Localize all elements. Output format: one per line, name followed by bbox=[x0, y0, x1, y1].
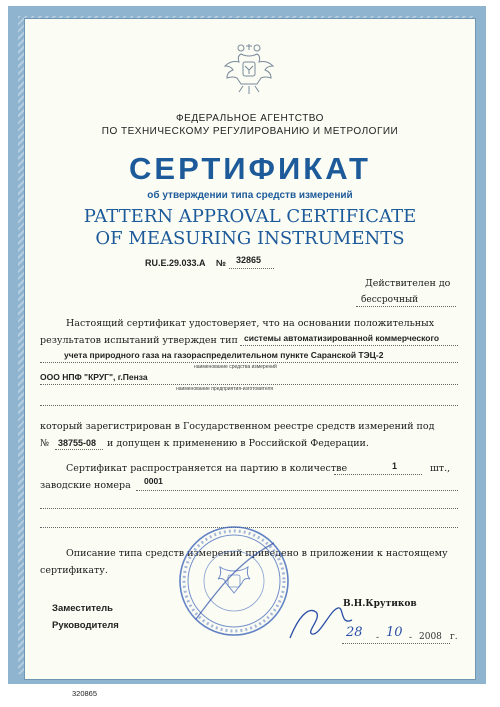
official-seal-icon bbox=[176, 523, 292, 639]
manufacturer-caption: наименование предприятия-изготовителя bbox=[176, 386, 274, 392]
intro-line-2: результатов испытаний утвержден тип bbox=[40, 335, 238, 346]
title-en-line-1: PATTERN APPROVAL CERTIFICATE bbox=[83, 206, 417, 227]
signatory-name: В.Н.Крутиков bbox=[343, 599, 417, 609]
batch-qty-underline bbox=[334, 474, 422, 475]
date-year: 2008 bbox=[419, 632, 442, 642]
validity-label: Действителен до bbox=[365, 278, 451, 289]
form-number: 320865 bbox=[72, 689, 98, 698]
agency-line-1: ФЕДЕРАЛЬНОЕ АГЕНТСТВО bbox=[176, 113, 324, 124]
blank-line-2 bbox=[40, 508, 458, 509]
validity-value: бессрочный bbox=[361, 295, 419, 305]
description-line-1: Описание типа средств измерений приведено в приложении к настоящему bbox=[66, 548, 448, 559]
date-month: 10 bbox=[386, 625, 403, 640]
certificate-title-english bbox=[24, 206, 476, 250]
serial-underline bbox=[136, 490, 458, 491]
serial-label: заводские номера bbox=[40, 480, 131, 491]
coat-of-arms-icon bbox=[223, 40, 275, 100]
blank-line-1 bbox=[40, 405, 458, 406]
manufacturer-name: ООО НПФ "КРУГ", г.Пенза bbox=[40, 372, 148, 382]
registry-number-sign: № bbox=[40, 438, 49, 449]
signatory-title-line-1: Заместитель bbox=[52, 603, 114, 614]
signatory-title-line-2: Руководителя bbox=[52, 620, 119, 631]
agency-name bbox=[24, 113, 476, 137]
batch-unit: шт., bbox=[430, 463, 451, 474]
certificate-paper: ФЕДЕРАЛЬНОЕ АГЕНТСТВО ПО ТЕХНИЧЕСКОМУ РЕГУЛИРОВАНИЮ И МЕТРОЛОГИИ СЕРТИФИКАТ об утверждении типа средств измерений PATTERN APPROVAL CERTIFICATE OF MEASURING INSTRUMENTS RU.E.29.033.A № 32865 Действителен до бессрочный Настоящий сертификат удостоверяет, что на основании положительных результатов испытаний утвержден тип системы автоматизированной коммерческого учета природного газа на газораспределительном пункте Саранской ТЭЦ-2 наименование средства измерений ООО НПФ "КРУГ", г.Пенза наименование предприятия-изготовителя который зарегистрирован в Государственном реестре средств измерений под № 38755-08 и допущен к применению в Российской Федерации. Сертификат распространяется на партию в количестве 1 шт., заводские номера 0001 Описание типа средств измерений приведено в приложении к настоящему сертификату. Заместитель Руководителя В.Н.Крутиков 28 - 10 - 2008 г. bbox=[24, 18, 476, 680]
batch-quantity: 1 bbox=[392, 461, 398, 471]
instrument-underline-2 bbox=[40, 362, 458, 363]
instrument-name-line-2: учета природного газа на газораспределительном пункте Саранской ТЭЦ-2 bbox=[64, 350, 384, 360]
instrument-underline-1 bbox=[240, 345, 458, 346]
registry-number: 38755-08 bbox=[58, 438, 97, 448]
title-en-line-2: OF MEASURING INSTRUMENTS bbox=[95, 228, 405, 249]
date-year-suffix: г. bbox=[450, 632, 458, 642]
intro-line-1: Настоящий сертификат удостоверяет, что на основании положительных bbox=[66, 318, 435, 329]
registry-suffix: и допущен к применению в Российской Федерации. bbox=[107, 438, 369, 449]
number-sign: № bbox=[216, 258, 227, 268]
instrument-name-line-1: системы автоматизированной коммерческого bbox=[244, 333, 440, 343]
certificate-number-underline bbox=[229, 268, 274, 269]
registered-text: который зарегистрирован в Государственном реестре средств измерений под bbox=[40, 421, 435, 432]
agency-line-2: ПО ТЕХНИЧЕСКОМУ РЕГУЛИРОВАНИЮ И МЕТРОЛОГИИ bbox=[101, 126, 399, 137]
date-day: 28 bbox=[346, 625, 363, 640]
validity-underline bbox=[356, 306, 456, 307]
certificate-series: RU.E.29.033.A bbox=[145, 258, 206, 268]
manufacturer-underline bbox=[40, 384, 458, 385]
certificate-subtitle: об утверждении типа средств измерений bbox=[147, 190, 353, 201]
certificate-number: 32865 bbox=[236, 255, 262, 265]
batch-text: Сертификат распространяется на партию в количестве bbox=[66, 463, 348, 474]
certificate-title: СЕРТИФИКАТ bbox=[129, 151, 371, 186]
registry-number-underline bbox=[55, 449, 103, 450]
serial-value: 0001 bbox=[144, 476, 163, 486]
signatory-title bbox=[52, 600, 119, 634]
date-underline bbox=[342, 643, 450, 644]
instrument-caption: наименование средства измерений bbox=[194, 364, 277, 370]
description-line-2: сертификату. bbox=[40, 565, 108, 576]
